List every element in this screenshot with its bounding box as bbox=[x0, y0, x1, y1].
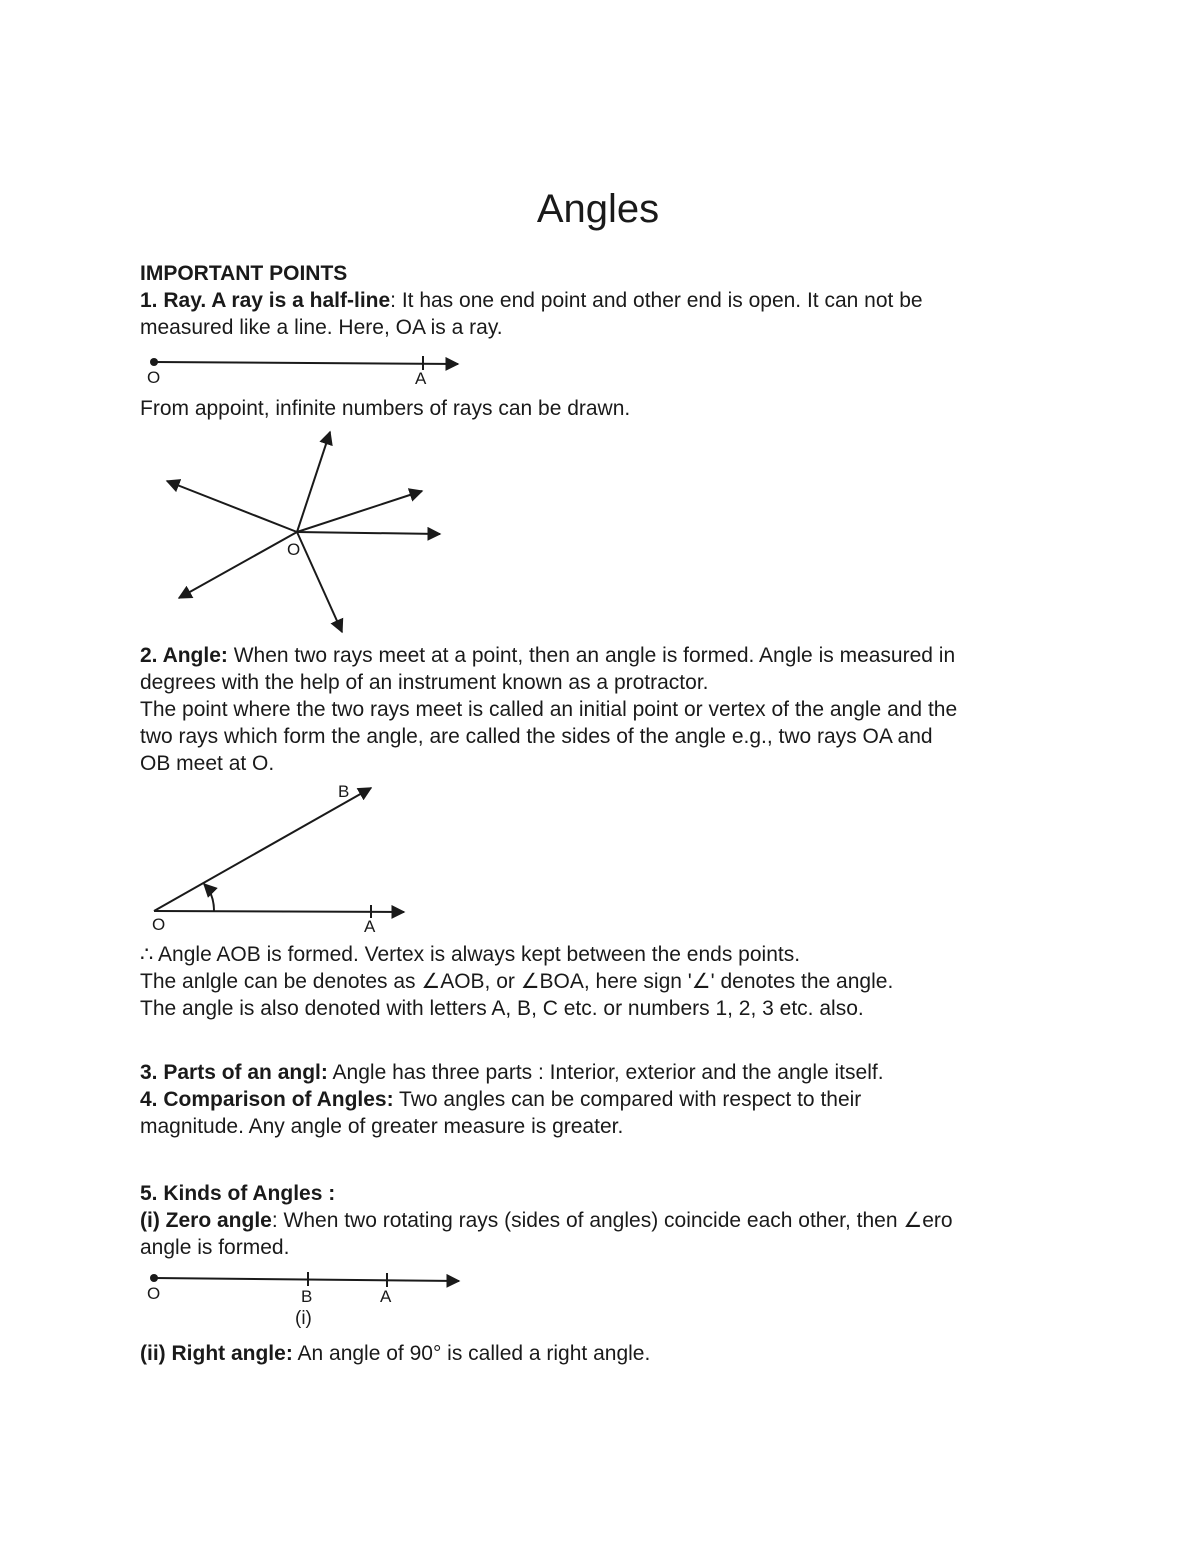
angle-note-line1: ∴ Angle AOB is formed. Vertex is always kept between the ends points. bbox=[140, 943, 801, 966]
angle-term: 2. Angle: bbox=[140, 644, 228, 667]
angle-paragraph-line5: OB meet at O. bbox=[140, 752, 275, 775]
label-a: A bbox=[380, 1287, 392, 1306]
right-angle-paragraph: (ii) Right angle: An angle of 90° is called a right angle. bbox=[140, 1342, 651, 1365]
label-o: O bbox=[287, 540, 301, 559]
parts-paragraph: 3. Parts of an angl: Angle has three parts : Interior, exterior and the angle itself. bbox=[140, 1061, 884, 1084]
angle-paragraph-line1: 2. Angle: When two rays meet at a point, then an angle is formed. Angle is measured in bbox=[140, 644, 956, 667]
section-heading: IMPORTANT POINTS bbox=[140, 262, 348, 285]
comparison-paragraph-line1: 4. Comparison of Angles: Two angles can be compared with respect to their bbox=[140, 1088, 862, 1111]
ray-line bbox=[154, 1278, 459, 1281]
comparison-term: 4. Comparison of Angles: bbox=[140, 1088, 394, 1111]
label-a: A bbox=[415, 369, 427, 388]
ray-term: 1. Ray. A ray is a half-line bbox=[140, 289, 391, 312]
label-o: O bbox=[147, 368, 161, 387]
angle-note-line2: The anlgle can be denotes as ∠AOB, or ∠BOA, here sign '∠' denotes the angle. bbox=[140, 970, 894, 993]
page-title: Angles bbox=[536, 187, 660, 231]
label-b: B bbox=[338, 782, 350, 801]
parts-term: 3. Parts of an angl: bbox=[140, 1061, 328, 1084]
angle-paragraph-line4: two rays which form the angle, are called the sides of the angle e.g., two rays OA and bbox=[140, 725, 933, 748]
infinite-rays-text: From appoint, infinite numbers of rays can be drawn. bbox=[140, 397, 631, 420]
zero-angle-term: (i) Zero angle bbox=[140, 1209, 272, 1232]
ray-paragraph-line1: 1. Ray. A ray is a half-line: It has one end point and other end is open. It can not be bbox=[140, 289, 923, 312]
angle-paragraph-line3: The point where the two rays meet is called an initial point or vertex of the angle and the bbox=[140, 698, 958, 721]
right-angle-term: (ii) Right angle: bbox=[140, 1342, 293, 1365]
angle-note-line3: The angle is also denoted with letters A, B, C etc. or numbers 1, 2, 3 etc. also. bbox=[140, 997, 864, 1020]
ray-paragraph-line2: measured like a line. Here, OA is a ray. bbox=[140, 316, 503, 339]
angle-paragraph-line2: degrees with the help of an instrument known as a protractor. bbox=[140, 671, 709, 694]
label-o: O bbox=[147, 1284, 161, 1303]
comparison-paragraph-line2: magnitude. Any angle of greater measure is greater. bbox=[140, 1115, 624, 1138]
label-a: A bbox=[364, 917, 376, 936]
zero-angle-line1: (i) Zero angle: When two rotating rays (sides of angles) coincide each other, then ∠ero bbox=[140, 1209, 953, 1232]
label-b: B bbox=[301, 1287, 313, 1306]
zero-angle-line2: angle is formed. bbox=[140, 1236, 290, 1259]
figure-caption: (i) bbox=[295, 1308, 312, 1329]
kinds-heading: 5. Kinds of Angles : bbox=[140, 1182, 336, 1205]
label-o: O bbox=[152, 915, 166, 934]
